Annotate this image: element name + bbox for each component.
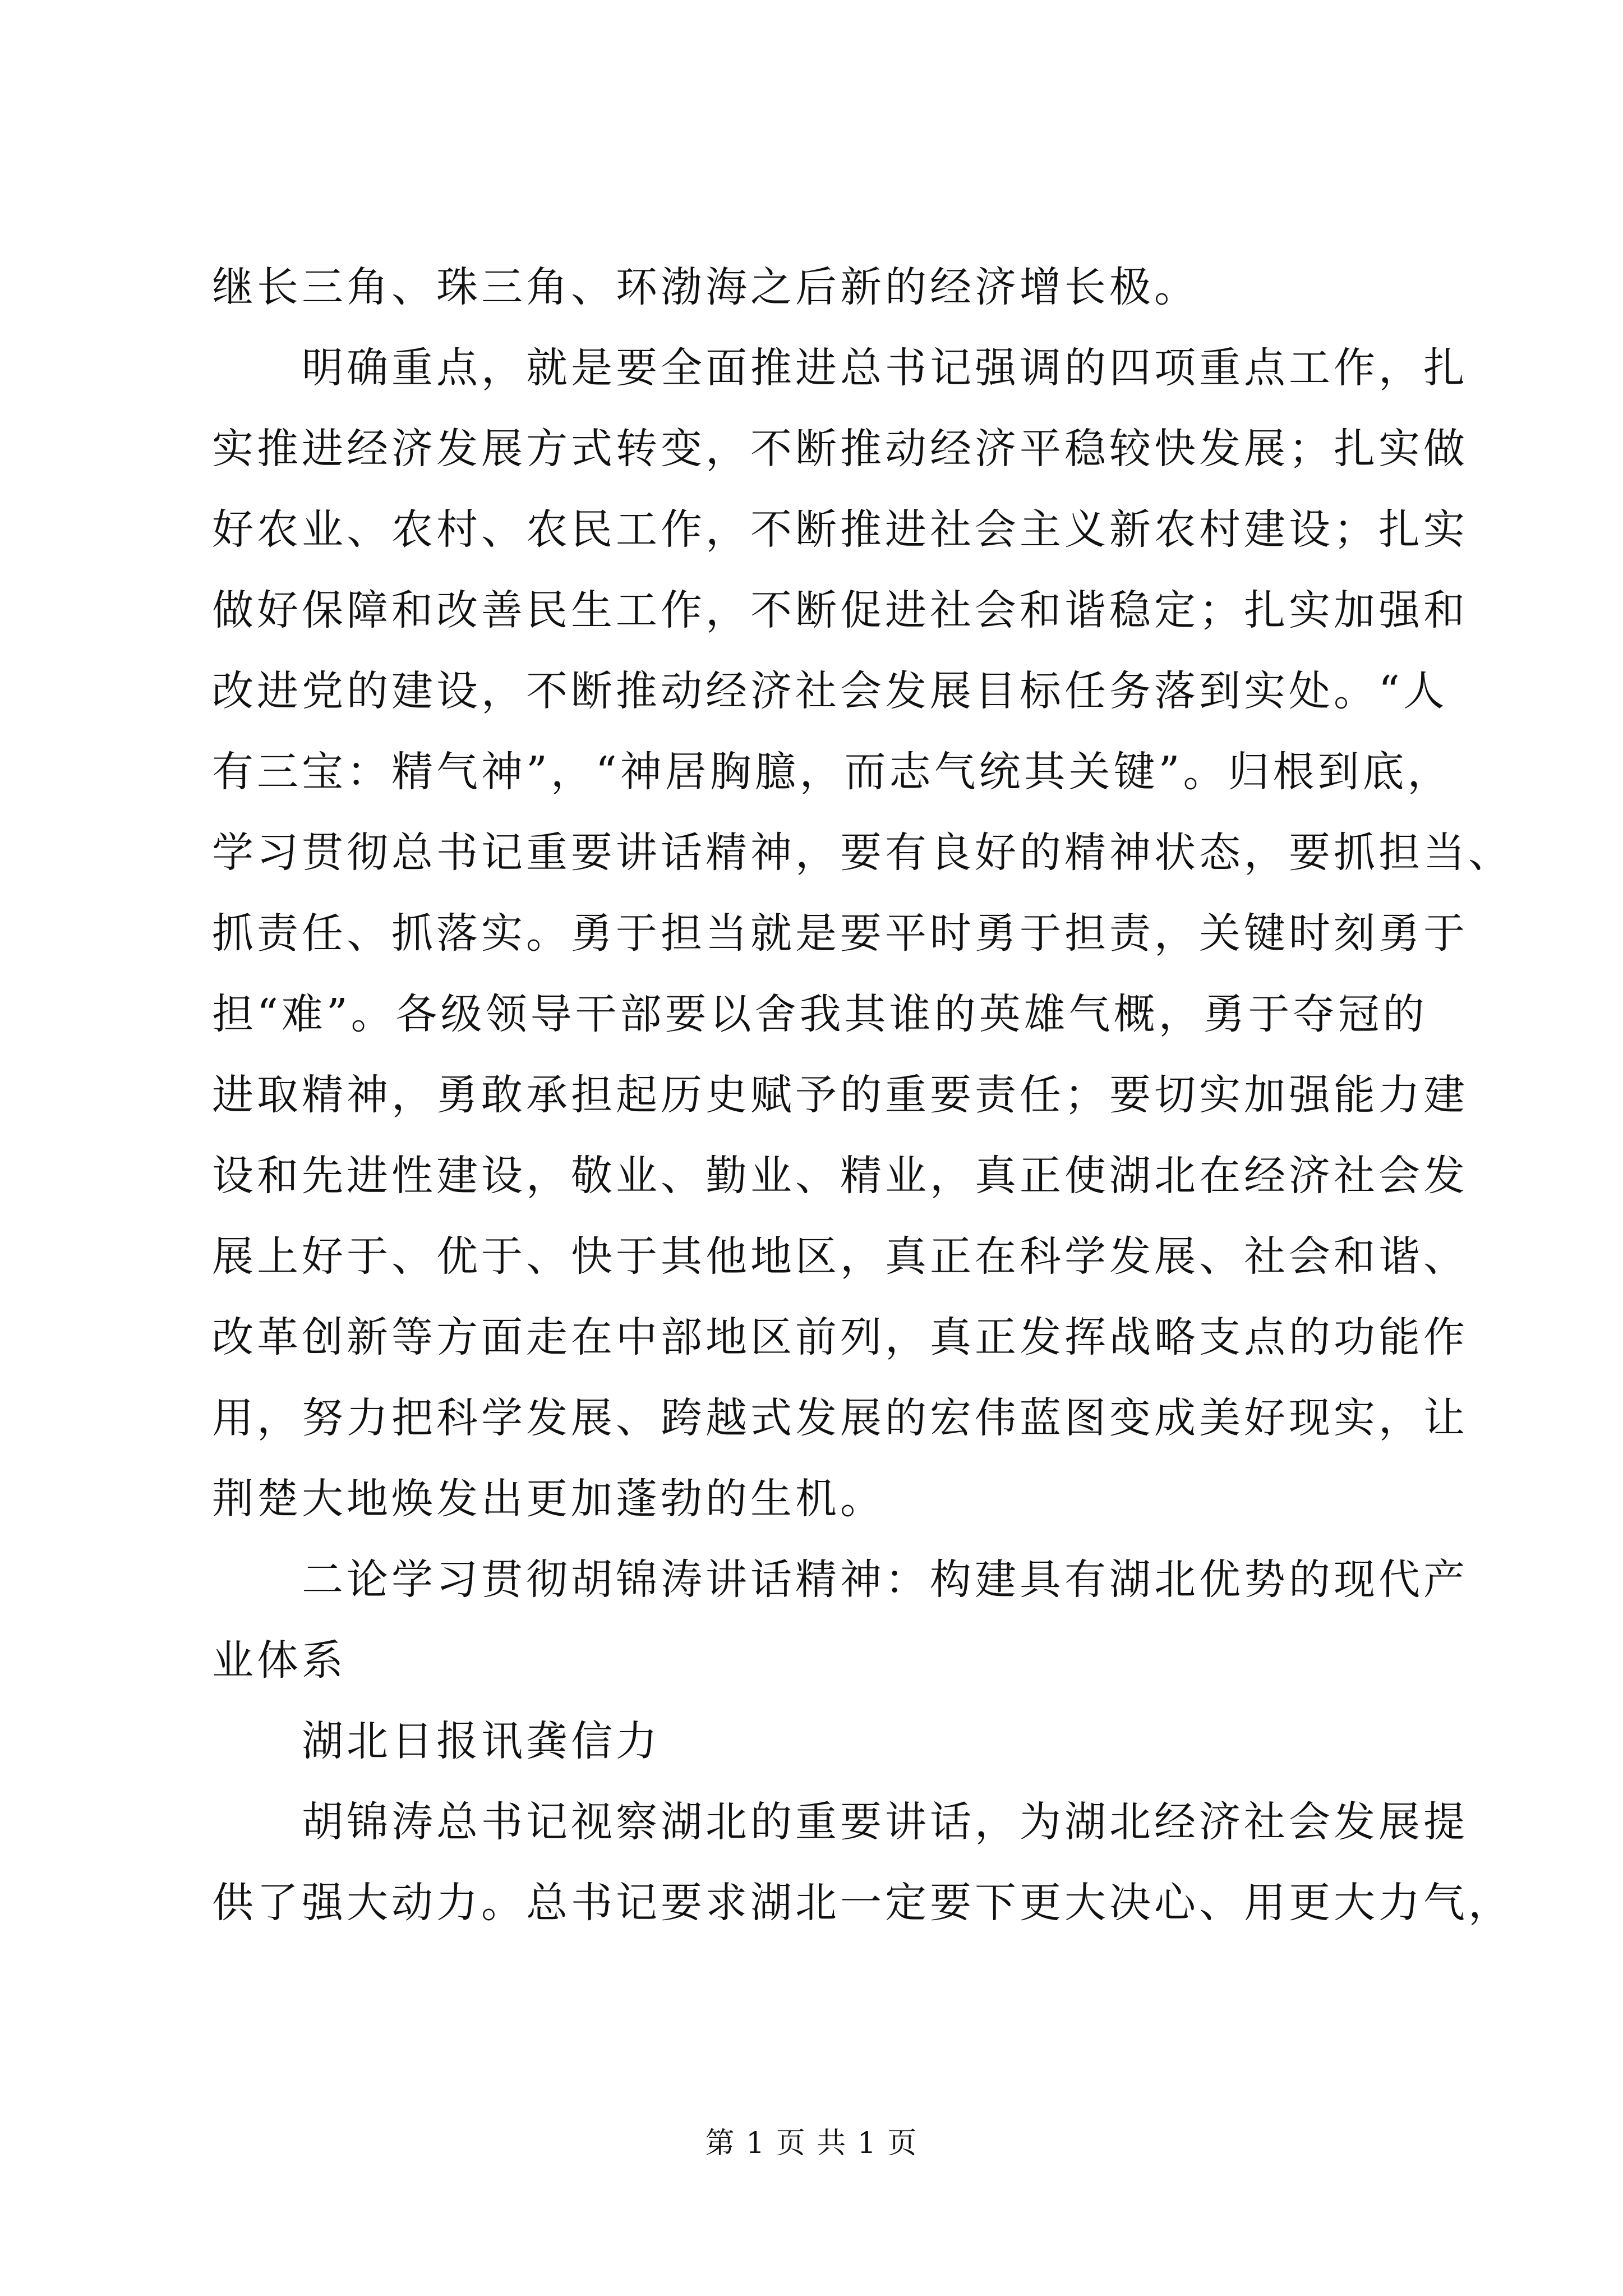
text-line: 二论学习贯彻胡锦涛讲话精神：构建具有湖北优势的现代产 (302, 1556, 1468, 1604)
text-line: 好农业、农村、农民工作，不断推进社会主义新农村建设；扎实 (212, 505, 1468, 554)
text-line: 用，努力把科学发展、跨越式发展的宏伟蓝图变成美好现实，让 (212, 1394, 1468, 1442)
text-line: 荆楚大地焕发出更加蓬勃的生机。 (212, 1475, 885, 1523)
text-line: 明确重点，就是要全面推进总书记强调的四项重点工作，扎 (302, 344, 1468, 392)
text-line: 实推进经济发展方式转变，不断推动经济平稳较快发展；扎实做 (212, 425, 1468, 473)
text-line: 展上好于、优于、快于其他地区，真正在科学发展、社会和谐、 (212, 1232, 1468, 1281)
text-line: 设和先进性建设，敬业、勤业、精业，真正使湖北在经济社会发 (212, 1152, 1468, 1200)
text-line: 业体系 (212, 1636, 347, 1685)
text-line: 做好保障和改善民生工作，不断促进社会和谐稳定；扎实加强和 (212, 586, 1468, 634)
text-line: 供了强大动力。总书记要求湖北一定要下更大决心、用更大力气， (212, 1879, 1513, 1927)
text-line: 胡锦涛总书记视察湖北的重要讲话，为湖北经济社会发展提 (302, 1798, 1468, 1846)
text-line: 抓责任、抓落实。勇于担当就是要平时勇于担责，关键时刻勇于 (212, 909, 1468, 958)
text-line: 有三宝：精气神”，“神居胸臆，而志气统其关键”。归根到底， (212, 748, 1453, 796)
text-line: 进取精神，勇敢承担起历史赋予的重要责任；要切实加强能力建 (212, 1071, 1468, 1119)
text-line: 改革创新等方面走在中部地区前列，真正发挥战略支点的功能作 (212, 1313, 1468, 1361)
text-line: 担“难”。各级领导干部要以舍我其谁的英雄气概，勇于夺冠的 (212, 990, 1428, 1038)
text-line: 继长三角、珠三角、环渤海之后新的经济增长极。 (212, 263, 1199, 311)
text-line: 改进党的建设，不断推动经济社会发展目标任务落到实处。“人 (212, 667, 1448, 715)
text-line: 湖北日报讯龚信力 (302, 1717, 661, 1765)
text-line: 学习贯彻总书记重要讲话精神，要有良好的精神状态，要抓担当、 (212, 829, 1513, 877)
page-footer: 第 1 页 共 1 页 (705, 2127, 918, 2160)
body-text (212, 247, 1513, 1943)
